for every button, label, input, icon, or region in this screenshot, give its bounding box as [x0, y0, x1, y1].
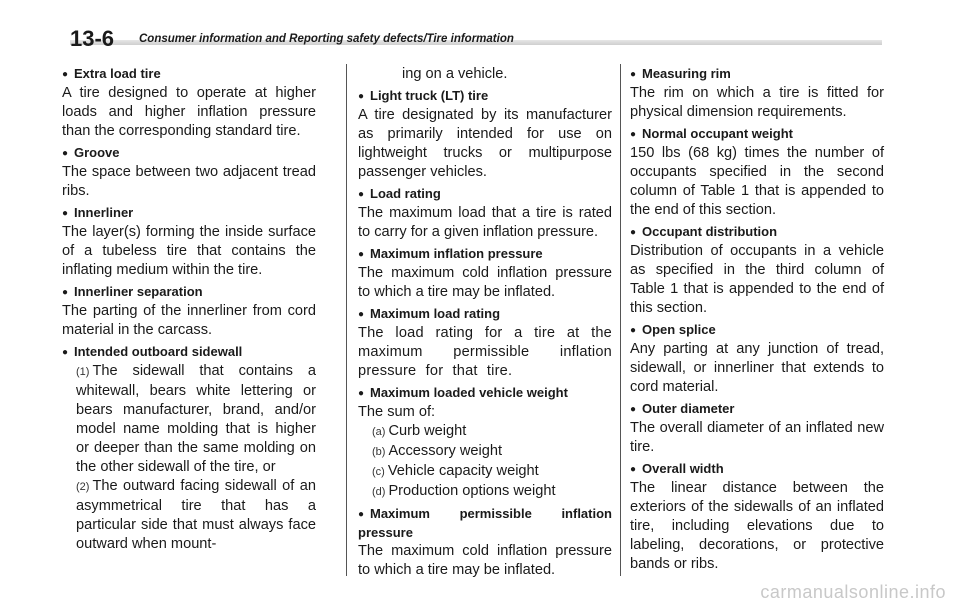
term-heading	[630, 125, 884, 144]
bullet-dot-icon: ●	[630, 129, 637, 140]
bullet-dot-icon: ●	[630, 325, 637, 336]
lettered-item	[358, 442, 612, 462]
lettered-item	[358, 462, 612, 482]
item-marker: (d)	[372, 486, 386, 498]
term-label: Normal occupant weight	[642, 126, 793, 141]
term-heading	[62, 204, 316, 223]
term-label: Overall width	[642, 461, 724, 476]
column-2	[358, 65, 612, 580]
bullet-dot-icon: ●	[358, 388, 365, 399]
bullet-dot-icon: ●	[62, 287, 69, 298]
page-number: 13-6	[70, 26, 115, 51]
term-definition: The rim on which a tire is fitted for physical dimension requirements.	[630, 85, 884, 120]
term-label: Outer diameter	[642, 401, 735, 416]
numbered-item	[62, 362, 316, 477]
bullet-dot-icon: ●	[630, 464, 637, 475]
item-text: Curb weight	[388, 423, 467, 439]
term-heading	[630, 223, 884, 242]
term-label: Load rating	[370, 186, 441, 201]
numbered-item	[62, 477, 316, 554]
term-heading	[358, 384, 612, 403]
term-heading	[358, 185, 612, 204]
term-definition: The linear distance between the exteriors of the sidewalls of an inflated tire, including elevations due to labeling, decorations, or protective bands or ribs.	[630, 480, 884, 572]
bullet-dot-icon: ●	[630, 69, 637, 80]
lettered-item	[358, 422, 612, 442]
term-label: Maximum loaded vehicle weight	[370, 385, 568, 400]
term-label: Maximum load rating	[370, 306, 501, 321]
term-definition: Any parting at any junction of tread, sidewall, or innerliner that extends to cord material.	[630, 341, 884, 395]
item-text: The outward facing sidewall of an asymmetrical tire that has a particular side that must always face outward when mount-	[76, 478, 316, 552]
page-header	[70, 26, 890, 54]
term-label: Groove	[74, 145, 120, 160]
term-label: Maximum inflation pressure	[370, 246, 543, 261]
item-marker: (b)	[372, 446, 386, 458]
lettered-item	[358, 482, 612, 502]
term-definition: The layer(s) forming the inside surface of a tubeless tire that contains the inflating medium within the tire.	[62, 224, 316, 278]
term-definition: The load rating for a tire at the maximum permissible inflation pressure for that tire.	[358, 325, 612, 379]
term-definition: A tire designated by its manufacturer as primarily intended for use on lightweight trucks or multipurpose passenger vehicles.	[358, 107, 612, 180]
term-label: Measuring rim	[642, 66, 731, 81]
term-definition: The maximum cold inflation pressure to which a tire may be inflated.	[358, 265, 612, 300]
bullet-dot-icon: ●	[358, 91, 365, 102]
term-definition: Distribution of occupants in a vehicle as specified in the third column of Table 1 that is appended to the end of this section.	[630, 243, 884, 316]
column-divider-1	[346, 64, 347, 576]
term-definition: The maximum cold inflation pressure to which a tire may be inflated.	[358, 543, 612, 578]
bullet-dot-icon: ●	[62, 69, 69, 80]
term-definition: The maximum load that a tire is rated to carry for a given inflation pressure.	[358, 205, 612, 240]
term-heading	[62, 144, 316, 163]
term-definition: The sum of:	[358, 404, 436, 420]
term-heading	[62, 65, 316, 84]
bullet-dot-icon: ●	[62, 208, 69, 219]
term-heading	[630, 65, 884, 84]
bullet-dot-icon: ●	[358, 249, 365, 260]
term-heading	[630, 460, 884, 479]
bullet-dot-icon: ●	[358, 509, 365, 520]
item-text: The sidewall that contains a whitewall, bears white lettering or bears manufacturer, brand, and/or model name molding that is higher or deeper than the same molding on the other sidewall of the tire, or	[76, 363, 316, 475]
term-label: Innerliner	[74, 205, 134, 220]
continued-text: ing on a vehicle.	[402, 66, 508, 82]
term-heading	[358, 245, 612, 264]
column-divider-2	[620, 64, 621, 576]
term-definition: 150 lbs (68 kg) times the number of occupants specified in the second column of Table 1 that is appended to the end of this section.	[630, 145, 884, 218]
term-heading	[358, 87, 612, 106]
item-text: Accessory weight	[388, 443, 503, 459]
term-heading	[62, 343, 316, 362]
bullet-dot-icon: ●	[358, 309, 365, 320]
term-label: Open splice	[642, 322, 716, 337]
term-heading	[358, 305, 612, 324]
bullet-dot-icon: ●	[630, 227, 637, 238]
item-marker: (2)	[76, 481, 90, 493]
term-heading	[62, 283, 316, 302]
bullet-dot-icon: ●	[62, 148, 69, 159]
column-3	[630, 65, 884, 574]
term-label: Occupant distribution	[642, 224, 778, 239]
term-label: Extra load tire	[74, 66, 161, 81]
term-definition: The overall diameter of an inflated new tire.	[630, 420, 884, 455]
item-marker: (c)	[372, 466, 385, 478]
item-text: Production options weight	[388, 483, 556, 499]
term-label: Maximum permissible inflation pressure	[358, 506, 612, 540]
term-heading	[630, 321, 884, 340]
bullet-dot-icon: ●	[358, 189, 365, 200]
term-label: Innerliner separation	[74, 284, 203, 299]
term-definition: A tire designed to operate at higher loads and higher inflation pressure than the corresponding standard tire.	[62, 85, 316, 139]
item-text: Vehicle capacity weight	[387, 463, 539, 479]
term-heading	[358, 505, 612, 542]
column-1	[62, 65, 316, 554]
item-marker: (1)	[76, 366, 90, 378]
term-label: Light truck (LT) tire	[370, 88, 489, 103]
term-definition: The space between two adjacent tread ribs.	[62, 164, 316, 199]
term-heading	[630, 400, 884, 419]
term-definition: The parting of the innerliner from cord material in the carcass.	[62, 303, 316, 338]
bullet-dot-icon: ●	[62, 347, 69, 358]
site-watermark: carmanualsonline.info	[760, 582, 946, 602]
item-marker: (a)	[372, 426, 386, 438]
section-title: Consumer information and Reporting safety defects/Tire information	[139, 33, 514, 45]
bullet-dot-icon: ●	[630, 404, 637, 415]
term-label: Intended outboard sidewall	[74, 344, 243, 359]
